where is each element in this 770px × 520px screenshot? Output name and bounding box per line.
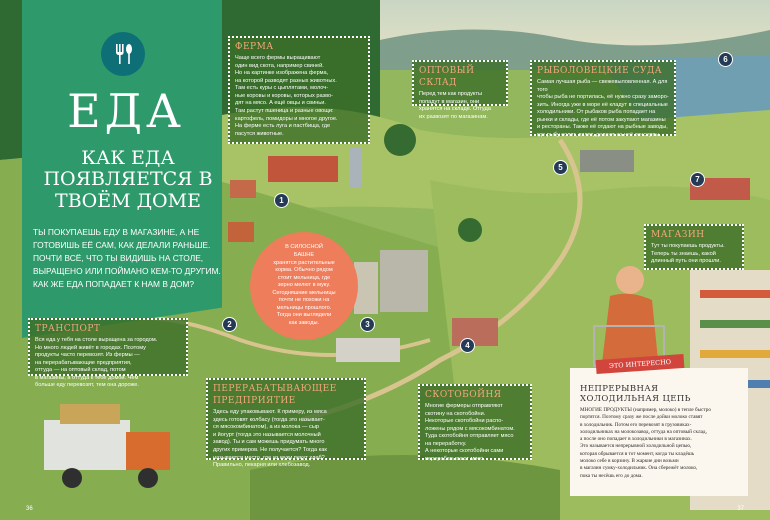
processing-title: ПЕРЕРАБАТЫВАЮЩЕЕ ПРЕДПРИЯТИЕ: [213, 384, 337, 407]
logo-badge: [101, 32, 145, 76]
processing-callout: [206, 378, 366, 469]
shop-title: МАГАЗИН: [651, 230, 705, 240]
cold-chain-title: НЕПРЕРЫВНАЯ ХОЛОДИЛЬНАЯ ЦЕПЬ: [580, 384, 691, 404]
fishing-callout: [530, 60, 676, 136]
marker-7: 7: [690, 172, 705, 187]
slaughterhouse-text: Многие фермеры отправляют скотину на скотобойни. Некоторые скотобойни распо- ложены рядом с мясокомбинатом. Туда скотобойня отправляет мясо на переработку. А некоторые скотобойни сами перерабатывают мясо.: [425, 403, 515, 462]
fishing-text: Самая лучшая рыба — свежевыловленная. А для того чтобы рыба не портилась, её нужно сразу заморо- зить. Иногда уже в море её кладут в специальные холодильники. От рыбаков рыба попадает на рынки и склады, где её потом закупают магазины и рестораны. Также её отдают на рыбные заводы, где рыбу солят, вялят, делают из неё консервы.: [537, 79, 669, 138]
marker-3: 3: [360, 317, 375, 332]
silo-note: [250, 232, 358, 340]
wholesale-callout: [412, 60, 508, 120]
slaughterhouse-title: СКОТОБОЙНЯ: [425, 390, 502, 400]
marker-4: 4: [460, 338, 475, 353]
transport-title: ТРАНСПОРТ: [35, 324, 101, 334]
page-number-left: 36: [26, 506, 33, 512]
shop-text: Тут ты покупаешь продукты. Теперь ты знаешь, какой длинный путь они прошли.: [651, 243, 725, 265]
intro-text: ТЫ ПОКУПАЕШЬ ЕДУ В МАГАЗИНЕ, А НЕ ГОТОВИШЬ ЕЁ САМ, КАК ДЕЛАЛИ РАНЬШЕ. ПОЧТИ ВСЁ, ЧТО ТЫ ВИДИШЬ НА СТОЛЕ, ВЫРАЩЕНО ИЛИ ПОЙМАНО КЕМ-ТО ДРУГИМ. КАК ЖЕ ЕДА ПОПАДАЕТ К НАМ В ДОМ?: [33, 227, 221, 290]
slaughterhouse-callout: [418, 384, 532, 460]
marker-2: 2: [222, 317, 237, 332]
fishing-title: РЫБОЛОВЕЦКИЕ СУДА: [537, 66, 663, 76]
farm-title: ФЕРМА: [235, 42, 274, 52]
fork-spoon-icon: [110, 41, 136, 67]
processing-text: Здесь еду упаковывают. К примеру, из мяса здесь готовят колбасу (тогда это называет- ся мясокомбинатом), а из молока — сыр и йогурт (тогда это называется молочный завод). Ты и сам можешь придумать много других примеров. Не получается? Тогда как называется место, где из муки пекут хлеб? Правильно, пекарня или хлебозавод.: [213, 409, 327, 469]
shop-callout: [644, 224, 744, 270]
transport-text: Вся еда у тебя на столе выращена за городом. Но много людей живёт в городах. Поэтому продукты часто перевозят. Из фермы — на перерабатывающие предприятия, оттуда — на оптовый склад, потом в магазины, а оттуда к тебе домой. Чем больше еду перевозят, тем она дороже.: [35, 337, 158, 389]
wholesale-text: Перед тем как продукты попадут в магазин, они хранятся на складе. Отгуда их развозят по магазинам.: [419, 91, 491, 120]
marker-5: 5: [553, 160, 568, 175]
page-subtitle: КАК ЕДА ПОЯВЛЯЕТСЯ В ТВОЁМ ДОМЕ: [43, 147, 213, 212]
farm-text: Чаще всего фермы выращивают один вид скота, например свиней. Но на картинке изображена ферма, на которой разводят разных животных. Там есть куры с цыплятами, молоч- ные коровы и коровы, которых разво- дят на мясо. А ещё овцы и свиньи. Там растут пшеница и разные овощи: картофель, помидоры и многое другое. На ферме есть луга и пастбища, где пасутся животные.: [235, 55, 338, 137]
marker-6: 6: [718, 52, 733, 67]
marker-1: 1: [274, 193, 289, 208]
wholesale-title: ОПТОВЫЙ СКЛАД: [419, 66, 475, 89]
silo-note-text: В СИЛОСНОЙ БАШНЕ хранятся растительные корма. Обычно рядом стоит мельница, где зерно мелют в муку. Сегодняшние мельницы почти не похожи на мельницы прошлого. Тогда они выглядели как заводы.: [272, 244, 336, 326]
farm-callout: [228, 36, 370, 144]
page-number-right: 37: [737, 506, 744, 512]
page-title: ЕДА: [67, 84, 185, 138]
cold-chain-text: МНОГИЕ ПРОДУКТЫ (например, молоко) в тепле быстро портятся. Поэтому сразу же после дойки молоко ставят в холодильник. Потом его перевозят в грузовиках- холодильниках на молокозавод, оттуда на оптовый склад, а после оно попадает в холодильники в магазинах. Это называется непрерывной холодильной цепью, которая обрывается в тот момент, когда ты кладёшь молоко себе в корзину. В жаркие дни возьми в магазин сумку-холодильник. Она сбережёт молоко, пока ты несёшь его до дома.: [580, 407, 711, 479]
cold-chain-card: [570, 368, 748, 496]
interesting-badge: ЭТО ИНТЕРЕСНО: [596, 354, 685, 374]
transport-callout: [28, 318, 188, 389]
